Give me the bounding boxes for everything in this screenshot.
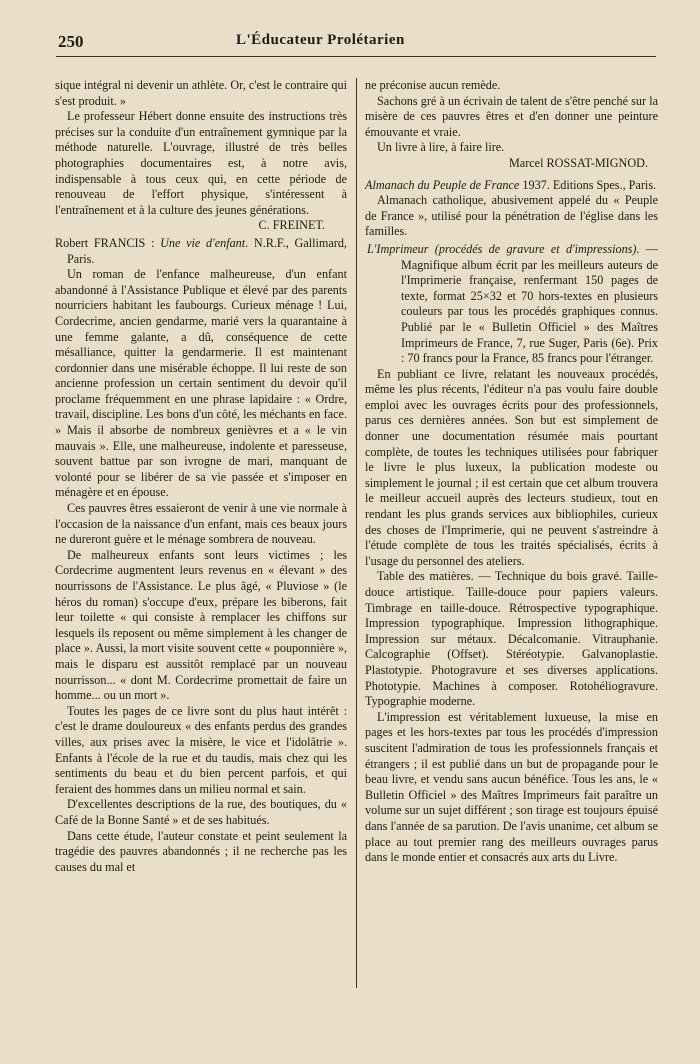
paragraph: En publiant ce livre, relatant les nouveaux procédés, même les plus récents, l'éditeur n'a pas voulu faire double emploi avec les ouvrages écrits pour des professionnels, parus ces dernières années. Son but est simplement de donner une documentation résumée mais pourtant complète, de toutes les techniques utilisées pour fabriquer le livre le plus luxeux, la publication modeste ou simplement le journal ; il est certain que cet album trouvera le meilleur accueil auprès des lecteurs studieux, tout en rendant les plus grands services aux bibliophiles, curieux des choses de l'Imprimerie, qui ne peuvent s'astreindre à l'étude complète de tous les traités spécialisés, écrits à l'usage du personnel des ateliers. xyxy=(365,366,658,568)
book-publisher: 1937. Editions Spes., Paris. xyxy=(519,177,657,192)
column-divider xyxy=(356,78,357,988)
journal-title: L'Éducateur Prolétarien xyxy=(236,32,405,48)
paragraph: Toutes les pages de ce livre sont du plus haut intérêt : c'est le drame douloureux « des enfants perdus des grandes villes, aux prises avec la misère, le vice et l'idolâtrie ». Enfants à l'école de la rue et du taudis, mais chez qui les sentiments du beau et du bien percent parfois, et qui feraient des hommes dans un milieu normal et sain. xyxy=(55,703,347,796)
paragraph: Ces pauvres êtres essaieront de venir à une vie normale à l'occasion de la naissance d'un enfant, mais ces beaux jours ne dureront guère et le ménage sombrera de nouveau. xyxy=(55,501,347,547)
book-publisher: . N.R.F., Gallimard, Paris. xyxy=(67,235,347,266)
paragraph: De malheureux enfants sont leurs victimes ; les Cordecrime augmentent leurs revenus en « élevant » des nourrissons de l'Assistance. Le plus âgé, « Pluviose » (le héros du roman) s'occupe d'eux, prépare les biberons, fait leur toilette « qui consiste à remplacer les chiffons sur lesquels ils reposent ou même simplement à les changer de place ». Aussi, la mort visite souvent cette « pouponnière », mais le disparu est aussitôt remplacé par un nouveau nourrisson... « dont M. Cordecrime promettait de faire un homme... ou un mort ». xyxy=(55,547,347,703)
paragraph: D'excellentes descriptions de la rue, des boutiques, du « Café de la Bonne Santé » et de ses habitués. xyxy=(55,797,347,827)
paragraph: Table des matières. — Technique du bois gravé. Taille-douce artistique. Taille-douce pour papiers valeurs. Timbrage en taille-douce. Rétrospective typographique. Impression typographique. Impression lithographique. Impression sur métaux. Décalcomanie. Vitrauphanie. Calcographie (Offset). Stéréotypie. Galvanoplastie. Plastotypie. Photogravure et ses diverses applications. Phototypie. Machines à composer. Rotohéliogravure. Typographie moderne. xyxy=(365,569,658,709)
book-description: — Magnifique album écrit par les meilleurs auteurs de l'Imprimerie française, renfermant 150 pages de texte, format 25×32 et 70 hors-textes en plusieurs couleurs par tous les procédés graphiques connus. Publié par le « Bulletin Officiel » des Maîtres Imprimeurs de France, 7, rue Suger, Paris (6e). Prix : 70 francs pour la France, 85 francs pour l'étranger. xyxy=(401,241,658,366)
book-title: L'Imprimeur (procédés de gravure et d'impressions). xyxy=(367,241,640,256)
paragraph: Un roman de l'enfance malheureuse, d'un enfant abandonné à l'Assistance Publique et élevé par des parents nourriciers habitant les faubourgs. Curieux ménage ! Lui, Cordecrime, ancien gendarme, marié vers la quarantaine à une femme galante, a dû, conséquence de cette mésalliance, quitter la gendarmerie. Il est maintenant cordonnier dans une misérable échoppe. Il lui reste de son ancienne profession un certain sentiment du devoir qu'il proclame fréquemment en une phrase lapidaire : « Ordre, travail, discipline. Les bons d'un côté, les méchants en face. » Mais il absorbe de nombreux genièvres et a « le vin mauvais ». Elle, une malheureuse, indolente et paresseuse, souvent battue par son ivrogne de mari, manquant de volonté pour se libérer de sa vie passée et s'imposer en ménagère et en épouse. xyxy=(55,267,347,500)
book-author: Robert FRANCIS : xyxy=(55,235,161,250)
paragraph: Almanach catholique, abusivement appelé du « Peuple de France », utilisé pour la pénétration de l'église dans les familles. xyxy=(365,193,658,239)
page-header xyxy=(56,28,656,57)
paragraph: ne préconise aucun remède. xyxy=(365,78,501,92)
signature: Marcel ROSSAT-MIGNOD. xyxy=(508,155,648,170)
paragraph: Le professeur Hébert donne ensuite des instructions très précises sur la conduite d'un entraînement gymnique par la méthode naturelle. L'ouvrage, illustré de très belles photographies documentaires est, à notre avis, indispensable à tous ceux qui, en cette période de renouveau de l'effort physique, s'intéressent à l'entraînement et à la culture des jeunes générations. xyxy=(55,109,347,217)
book-entry xyxy=(55,236,347,267)
book-title: Une vie d'enfant xyxy=(160,235,246,250)
paragraph: Sachons gré à un écrivain de talent de s'être penché sur la misère de ces pauvres êtres et d'en donner une peinture émouvante et vraie. xyxy=(365,93,658,139)
page-number: 250 xyxy=(58,32,84,51)
book-entry xyxy=(365,242,658,367)
signature: C. FREINET. xyxy=(258,218,325,233)
book-title: Almanach du Peuple de France xyxy=(365,177,520,192)
paragraph: Dans cette étude, l'auteur constate et peint seulement la tragédie des pauvres abandonnés ; il ne recherche pas les causes du mal et xyxy=(55,828,347,874)
book-entry xyxy=(365,178,658,194)
paragraph: sique intégral ni devenir un athlète. Or, c'est le contraire qui s'est produit. » xyxy=(55,78,347,108)
paragraph: L'impression est véritablement luxueuse, la mise en pages et les hors-textes par tous les procédés d'impression suscitent l'admiration de tous les professionnels français et étrangers ; il est publié dans un but de propagande pour le beau livre, et vendu sans aucun bénéfice. Tous les ans, le « Bulletin Officiel » des Maîtres Imprimeurs fait paraître un volume sur un sujet différent ; son tirage est toujours épuisé dans l'année de sa parution. De l'avis unanime, cet album se place au tout premier rang des meilleurs ouvrages parus dans le monde entier et consacrés aux arts du Livre. xyxy=(365,709,658,865)
left-column xyxy=(55,78,347,875)
right-column xyxy=(365,78,658,866)
paragraph: Un livre à lire, à faire lire. xyxy=(377,140,505,155)
